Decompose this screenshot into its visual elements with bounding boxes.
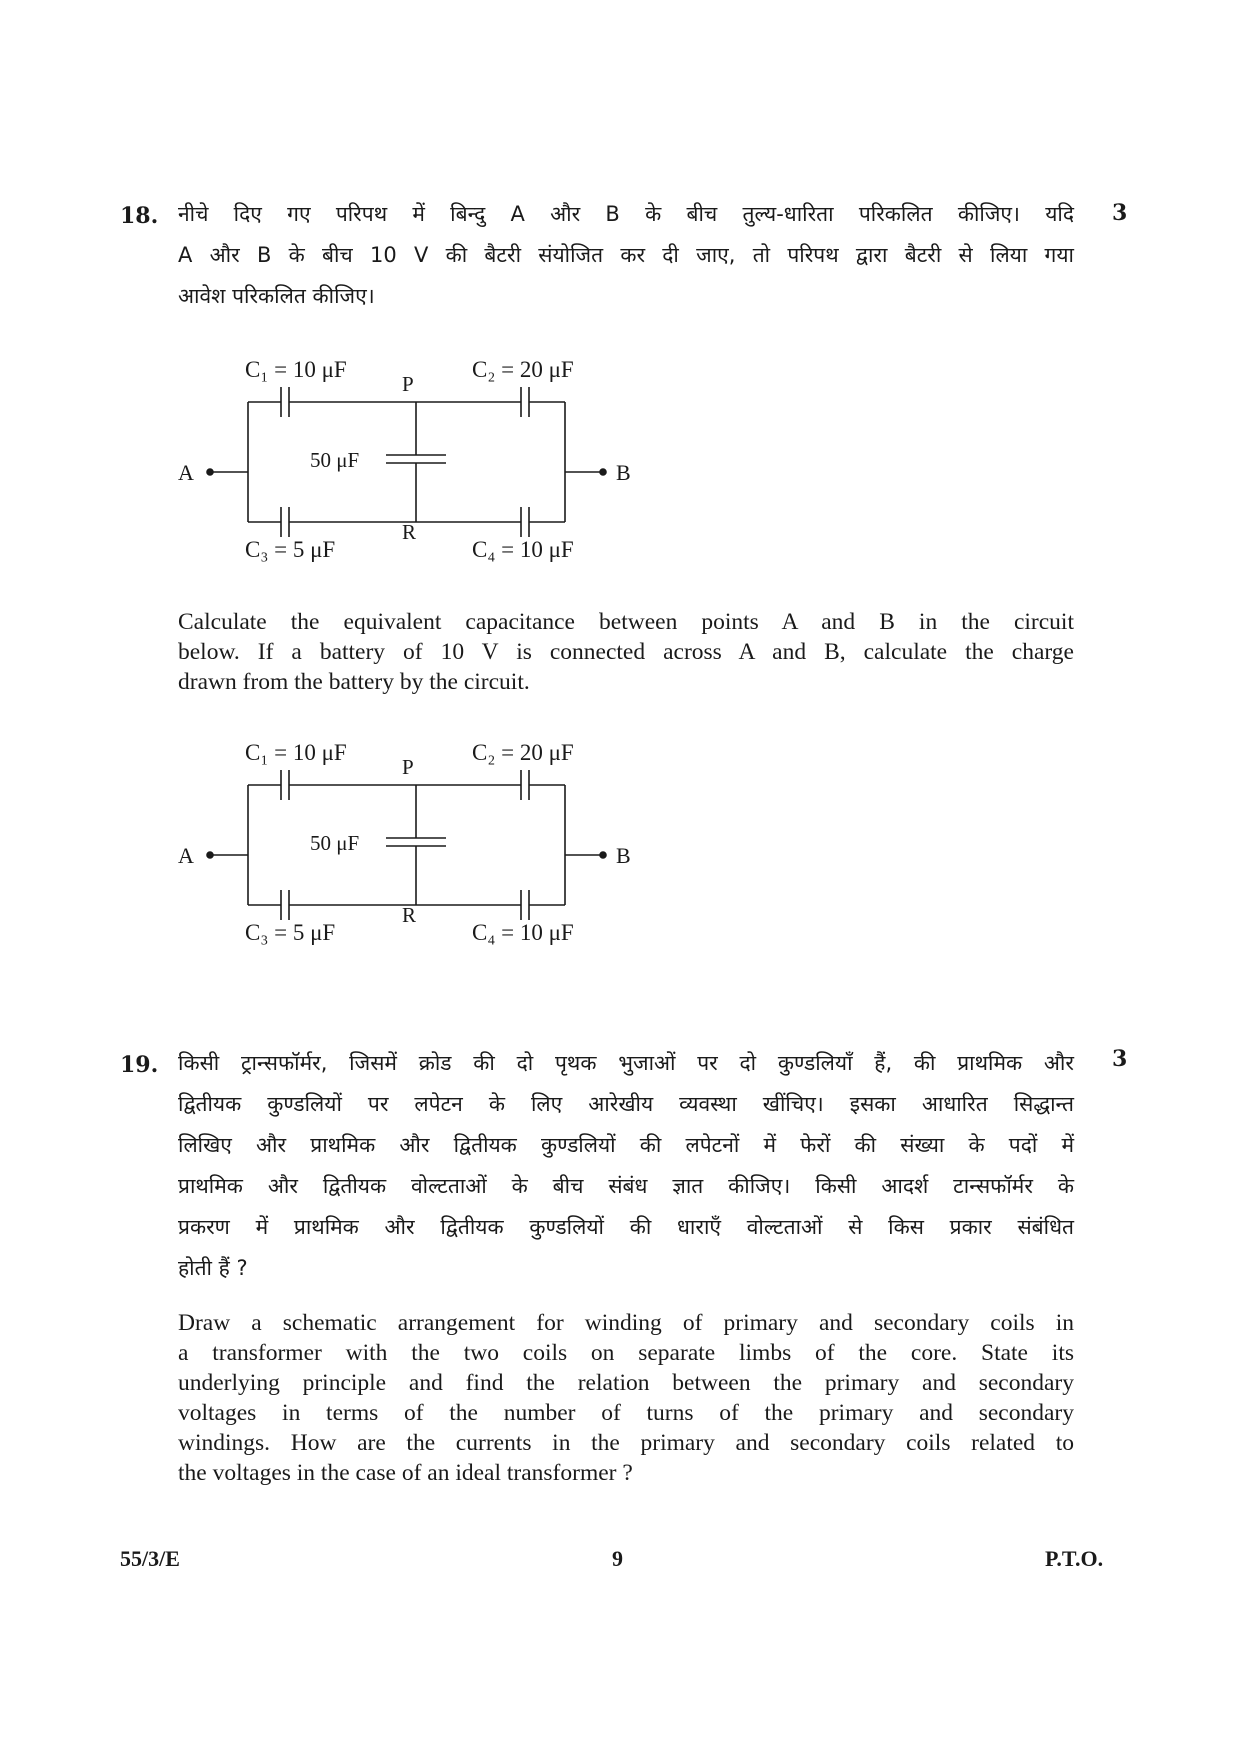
- q19-hindi-line-2: द्वितीयक कुण्डलियों पर लपेटन के लिए आरेखीय व्यवस्था खींचिए। इसका आधारित सिद्धान्त: [178, 1092, 1074, 1116]
- label-node-p-2: P: [402, 755, 414, 779]
- q18-hindi-line-1: नीचे दिए गए परिपथ में बिन्दु A और B के बीच तुल्य-धारिता परिकलित कीजिए। यदि: [178, 202, 1074, 226]
- label-c4-2: C₄ = 10 μF: [472, 920, 574, 945]
- node-b-dot: [600, 469, 606, 475]
- q19-number: 19.: [120, 1052, 159, 1078]
- footer-pto: P.T.O.: [1045, 1546, 1104, 1571]
- label-node-p: P: [402, 372, 414, 396]
- q19-english-line-2: a transformer with the two coils on separate limbs of the core. State its: [178, 1340, 1074, 1366]
- node-a-dot: [207, 469, 213, 475]
- q18-english-text: [178, 607, 1074, 697]
- q19-english-line-3: underlying principle and find the relation between the primary and secondary: [178, 1370, 1074, 1396]
- footer-code: 55/3/E: [120, 1546, 180, 1571]
- q18-hindi-line-2: A और B के बीच 10 V की बैटरी संयोजित कर दी जाए, तो परिपथ द्वारा बैटरी से लिया गया: [178, 243, 1074, 267]
- label-c2: C₂ = 20 μF: [472, 357, 574, 382]
- label-c3: C₃ = 5 μF: [245, 537, 336, 562]
- q19-english-text: [178, 1308, 1074, 1488]
- q18-english-line-1: Calculate the equivalent capacitance between points A and B in the circuit: [178, 609, 1074, 635]
- q19-english-line-1: Draw a schematic arrangement for winding of primary and secondary coils in: [178, 1310, 1074, 1336]
- q18-marks: 3: [1112, 200, 1128, 226]
- q19-hindi-text: [178, 1043, 1074, 1289]
- label-c4: C₄ = 10 μF: [472, 537, 574, 562]
- q18-english-line-3: drawn from the battery by the circuit.: [178, 669, 530, 695]
- q19-english-line-4: voltages in terms of the number of turns of the primary and secondary: [178, 1400, 1074, 1426]
- label-node-r: R: [402, 520, 417, 544]
- label-c5-2: 50 μF: [310, 831, 360, 855]
- q19-hindi-line-1: किसी ट्रान्सफॉर्मर, जिसमें क्रोड की दो पृथक भुजाओं पर दो कुण्डलियाँ हैं, की प्राथमिक और: [178, 1051, 1074, 1075]
- label-node-a-2: A: [178, 843, 194, 868]
- label-node-r-2: R: [402, 903, 417, 927]
- q19-english-line-5: windings. How are the currents in the primary and secondary coils related to: [178, 1430, 1074, 1456]
- label-c3-2: C₃ = 5 μF: [245, 920, 336, 945]
- label-c1: C₁ = 10 μF: [245, 357, 347, 382]
- circuit-diagram-hindi: [180, 355, 660, 575]
- q19-marks: 3: [1112, 1046, 1128, 1072]
- q19-hindi-line-4: प्राथमिक और द्वितीयक वोल्टताओं के बीच संबंध ज्ञात कीजिए। किसी आदर्श टान्सफॉर्मर के: [178, 1174, 1074, 1198]
- q18-number: 18.: [120, 203, 159, 229]
- footer-page-number: 9: [612, 1546, 623, 1571]
- q19-hindi-line-3: लिखिए और प्राथमिक और द्वितीयक कुण्डलियों की लपेटनों में फेरों की संख्या के पदों में: [178, 1133, 1074, 1157]
- label-node-b: B: [616, 460, 631, 485]
- label-c1-2: C₁ = 10 μF: [245, 740, 347, 765]
- q18-hindi-line-3: आवेश परिकलित कीजिए।: [178, 284, 375, 308]
- circuit-diagram-english: [180, 738, 660, 958]
- q18-hindi-text: [178, 194, 1074, 317]
- q19-hindi-line-6: होती हैं ?: [178, 1256, 248, 1280]
- label-node-a: A: [178, 460, 194, 485]
- label-c5: 50 μF: [310, 448, 360, 472]
- label-c2-2: C₂ = 20 μF: [472, 740, 574, 765]
- q18-english-line-2: below. If a battery of 10 V is connected across A and B, calculate the charge: [178, 639, 1074, 665]
- label-node-b-2: B: [616, 843, 631, 868]
- q19-english-line-6: the voltages in the case of an ideal transformer ?: [178, 1460, 633, 1486]
- q19-hindi-line-5: प्रकरण में प्राथमिक और द्वितीयक कुण्डलियों की धाराएँ वोल्टताओं से किस प्रकार संबंधित: [178, 1215, 1074, 1239]
